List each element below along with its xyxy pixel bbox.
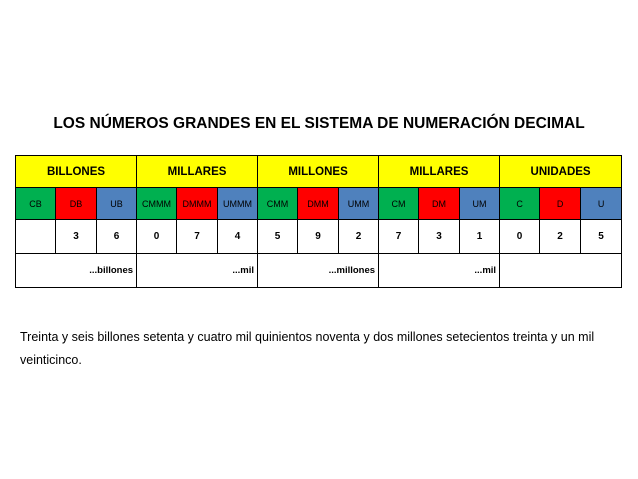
digit-row — [16, 220, 622, 254]
digit-cell: 6 — [97, 220, 137, 254]
name-unidades — [500, 254, 622, 288]
digit-cell: 0 — [137, 220, 177, 254]
digit-cell: 9 — [298, 220, 339, 254]
group-millones: MILLONES — [258, 156, 379, 188]
place-value-table — [15, 155, 622, 288]
digit-cell — [16, 220, 56, 254]
page-title: LOS NÚMEROS GRANDES EN EL SISTEMA DE NUMERACIÓN DECIMAL — [53, 115, 585, 132]
digit-cell: 2 — [339, 220, 379, 254]
label-cb: CB — [16, 188, 56, 220]
group-unidades: UNIDADES — [500, 156, 622, 188]
name-mil: ...mil — [379, 254, 500, 288]
label-dmmm: DMMM — [177, 188, 218, 220]
label-d: D — [540, 188, 581, 220]
digit-cell: 3 — [419, 220, 460, 254]
digit-cell: 7 — [379, 220, 419, 254]
number-in-words: Treinta y seis billones setenta y cuatro mil quinientos noventa y dos millones setecientos treinta y un mil veinticinco. — [20, 330, 595, 367]
label-um: UM — [460, 188, 500, 220]
label-u: U — [581, 188, 622, 220]
label-ub: UB — [97, 188, 137, 220]
digit-cell: 2 — [540, 220, 581, 254]
label-cmm: CMM — [258, 188, 298, 220]
label-db: DB — [56, 188, 97, 220]
label-umm: UMM — [339, 188, 379, 220]
place-label-row — [16, 188, 622, 220]
group-millares-of-millions: MILLARES — [137, 156, 258, 188]
digit-cell: 5 — [258, 220, 298, 254]
digit-cell: 3 — [56, 220, 97, 254]
digit-cell: 5 — [581, 220, 622, 254]
digit-cell: 1 — [460, 220, 500, 254]
label-ummm: UMMM — [218, 188, 258, 220]
group-millares: MILLARES — [379, 156, 500, 188]
period-name-row — [16, 254, 622, 288]
digit-cell: 0 — [500, 220, 540, 254]
label-cm: CM — [379, 188, 419, 220]
digit-cell: 7 — [177, 220, 218, 254]
name-millones: ...millones — [258, 254, 379, 288]
label-cmmm: CMMM — [137, 188, 177, 220]
name-billones: ...billones — [16, 254, 137, 288]
label-c: C — [500, 188, 540, 220]
digit-cell: 4 — [218, 220, 258, 254]
name-mil-of-millions: ...mil — [137, 254, 258, 288]
group-header-row — [16, 156, 622, 188]
label-dm: DM — [419, 188, 460, 220]
group-billones: BILLONES — [16, 156, 137, 188]
label-dmm: DMM — [298, 188, 339, 220]
